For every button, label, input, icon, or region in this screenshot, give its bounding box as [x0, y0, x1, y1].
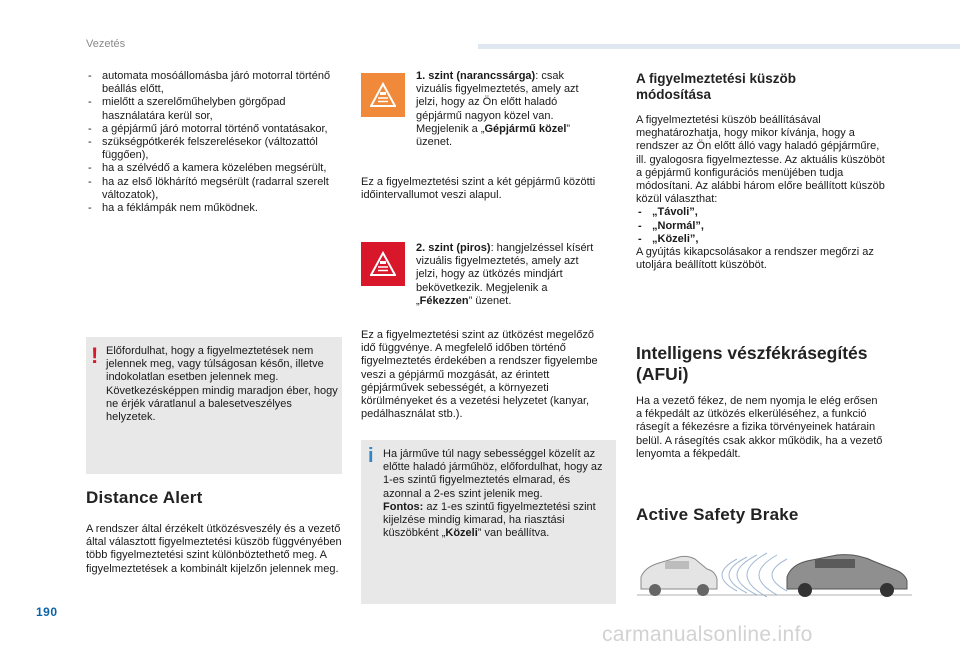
threshold-options	[636, 206, 886, 246]
watermark: carmanualsonline.info	[602, 623, 813, 646]
list-item: - ha a féklámpák nem működnek.	[86, 202, 346, 215]
level2-message: Fékezzen	[419, 294, 469, 307]
info-tip-label: Fontos:	[383, 500, 424, 513]
section-title: Vezetés	[86, 38, 126, 50]
level2-desc: 2. szint (piros): hangjelzéssel kísért vizuális figyelmeztetés, amely azt jelzi, hogy az ütközés mindjárt bekövetkezik. Megjelenik a „Fékezzen” üzenet.	[416, 242, 594, 307]
afu-text: Ha a vezető fékez, de nem nyomja le elég erősen a fékpedált az ütközés elkerüléséhez, a funkció rásegít a fékezésre a fizika törvényeinek határain belül. A rásegítés csak akkor működik, ha a vezető lenyomta a fékpedált.	[636, 395, 883, 460]
list-item: - szükségpótkerék felszerelésekor (változattól függően),	[86, 136, 346, 162]
info-icon: i	[368, 445, 374, 467]
list-item: - mielőtt a szerelőműhelyben görgőpad használatára kerül sor,	[86, 96, 346, 122]
threshold-outro: A gyújtás kikapcsolásakor a rendszer megőrzi az utoljára beállított küszöböt.	[636, 246, 874, 272]
level2-label: 2. szint (piros)	[416, 242, 491, 254]
list-item: - ha a szélvédő a kamera közelében megsérült,	[86, 162, 346, 175]
list-item: - a gépjármű járó motorral történő vontatásakor,	[86, 123, 346, 136]
info-text: Ha járműve túl nagy sebességgel közelít az előtte haladó járműhöz, előfordulhat, hogy az 1-es szintű figyelmeztetés elmarad, és azonnal a 2-es szint jelenik meg. Fontos: az 1-es szintű figyelmeztetési szint kijelzése mindig kimarad, ha riasztási küszöbként „Közeli” van beállítva.	[383, 448, 603, 540]
page-number: 190	[36, 605, 58, 619]
list-item: - „Normál”,	[636, 220, 886, 233]
level2-icon-box	[361, 242, 405, 286]
level2-note: Ez a figyelmeztetési szint az ütközést megelőző idő függvénye. A megfelelő időben történő figyelmeztetés érdekében a rendszer figyelembe veszi a gépjármű mozgását, az érintett gépjárművek sebességét, a környezeti körülményeket és a vezetési helyzetet (kanyar, pedálhasználat stb.).	[361, 329, 598, 421]
distance-alert-title: Distance Alert	[86, 488, 203, 507]
threshold-intro: A figyelmeztetési küszöb beállításával meghatározhatja, hogy mikor kívánja, hogy a rendszer az Ön előtt álló vagy haladó gépjárműre, ill. gyalogosra figyelmeztesse. Az aktuális küszöböt a gépjármű konfigurációs menüjében tudja módosítani. Az alábbi három előre beállított küszöb közül választhat:	[636, 114, 885, 206]
level1-icon-box	[361, 73, 405, 117]
collision-warning-icon	[370, 251, 396, 277]
warning-box	[86, 337, 342, 474]
asb-title: Active Safety Brake	[636, 505, 799, 524]
threshold-body	[636, 114, 886, 272]
level1-label: 1. szint (narancssárga)	[416, 70, 536, 82]
level1-message: Gépjármű közel	[484, 122, 567, 135]
threshold-title: A figyelmeztetési küszöb módosítása	[636, 71, 797, 102]
car-illustration	[637, 547, 912, 601]
level1-desc: 1. szint (narancssárga): csak vizuális figyelmeztetés, amely azt jelzi, hogy az Ön előtt haladó gépjármű nagyon közel van. Megjelenik a „Gépjármű közel” üzenet.	[416, 70, 579, 149]
warning-text: Előfordulhat, hogy a figyelmeztetések nem jelennek meg, vagy túlságosan későn, illetve indokolatlan esetben jelennek meg. Következésképpen mindig maradjon éber, hogy ne érjék váratlanul a balesetveszélyes helyzetek.	[106, 345, 338, 424]
list-item: - „Távoli”,	[636, 206, 886, 219]
warning-icon: !	[91, 343, 99, 368]
list-item: - „Közeli”,	[636, 233, 886, 246]
header-bar	[478, 44, 960, 49]
level1-note: Ez a figyelmeztetési szint a két gépjármű közötti időintervallumot veszi alapul.	[361, 176, 596, 202]
afu-title: Intelligens vészfékrásegítés (AFUi)	[636, 343, 868, 384]
info-tip-value: Közeli	[445, 527, 478, 540]
list-item: - automata mosóállomásba járó motorral történő beállás előtt,	[86, 70, 346, 96]
list-item: - ha az első lökhárító megsérült (radarral szerelt változatok),	[86, 176, 346, 202]
info-box	[361, 440, 616, 604]
distance-alert-text: A rendszer által érzékelt ütközésveszély és a vezető által választott figyelmeztetési küszöb függvényében több figyelmeztetési szint különböztethető meg. A figyelmeztetések a kombinált kijelzőn jelennek meg.	[86, 523, 342, 575]
collision-warning-icon	[370, 82, 396, 108]
bullet-list	[86, 70, 346, 215]
